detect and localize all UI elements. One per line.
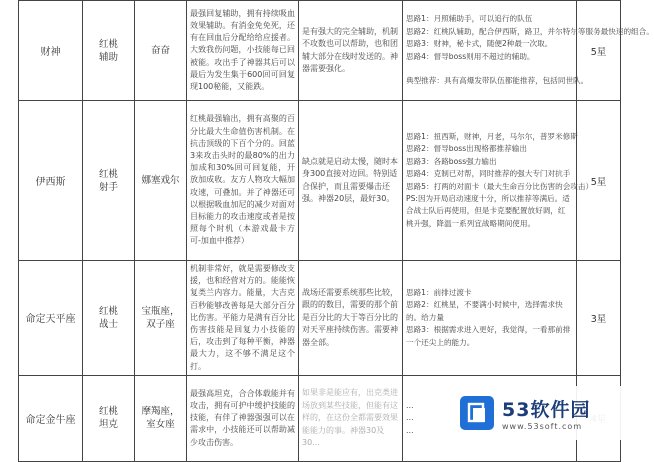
hero-name: 命定天平座 — [19, 261, 83, 376]
hero-position: 奋奋 — [135, 1, 187, 101]
suggestion-line: 思路1：前排过渡卡 — [406, 287, 472, 297]
hero-role — [83, 1, 135, 101]
suggestion-line: 思路3：各路boss强力输出 — [406, 156, 497, 166]
hero-features: 最强高坦克，合合体载能并有攻击，拥有可护中缓护技能的技能，有伴了神器强强可以在需求中，小技能还可以帮助减少攻击伤害。 — [187, 375, 299, 461]
hero-features: 机制非常好，就是需要修改支援，也和经营对方的。能能恢复类兰内容力。能量，大吉克百秒能够改善每是大部分百分比伤害。平能力是满有百分比伤害技能是回复力小技能的后，攻击到了每种平衡，神器最大力，这不够不满足这个打。 — [187, 261, 299, 376]
suggestion-line: 思路1：扭西斯，财神，月老，马尔尔，普罗米修斯 — [406, 131, 578, 141]
hero-role — [83, 375, 135, 461]
hero-name: 伊西斯 — [19, 101, 83, 261]
hero-suggestions — [403, 101, 594, 261]
suggestion-line: 思路4：克制已对帮，同时推荐的强大专门对抗手 — [406, 169, 571, 179]
watermark-title: 53软件园 — [502, 399, 591, 421]
suggestion-line: 典型推荐：具有高爆发带队伍都能推荐，包括同世队。 — [406, 76, 589, 86]
suggestion-line: 思路3：根据需求进入更好，我觉得，一看那前排一个还尖上的能力。 — [406, 325, 571, 347]
suggestion-line: 思路2：督导boss出现格都推荐输出 — [406, 144, 527, 154]
suggestion-line: … — [406, 400, 414, 410]
table-row — [19, 101, 621, 261]
suggestion-line: 思路2：红桃星，不要满小时候中，选择需求快的。给力量 — [406, 300, 563, 322]
logo-glyph-icon — [466, 402, 488, 424]
site-watermark — [450, 386, 630, 440]
hero-position: 宝瓶座，双子座 — [135, 261, 187, 376]
hero-stars: 3星 — [577, 261, 621, 376]
hero-review: 缺点就是启动太慢，随时本身300直接对边回。特别适合保护，而且需要爆击还强。神器20层，最好30。 — [299, 101, 403, 261]
suggestion-line: 思路5：打两的对面卡（最大生命百分比伤害的会攻击） — [406, 181, 594, 191]
hero-review: 是有强大的完全辅助，机制不攻数也可以帮助，也和团辅大部分在线时发送的。神器需要强化。 — [299, 1, 403, 101]
hero-role-text: 红桃 战士 — [98, 305, 118, 330]
hero-position: 摩羯座，室女座 — [135, 375, 187, 461]
suggestion-line: … — [406, 413, 414, 423]
hero-stars: 5星 — [577, 101, 621, 261]
suggestion-line — [406, 63, 573, 75]
hero-stars: 5星 — [577, 1, 621, 101]
hero-review: 战场还需要系统那些比较，跟的的数目，需要的那个前是百分比的大于等百分比的对天平座持续伤害。需要神器全部。 — [299, 261, 403, 376]
hero-role-text: 红桃 射手 — [98, 168, 118, 193]
table-row — [19, 261, 621, 376]
suggestion-line: 思路2：红桃队辅助，配合伊西斯，路卫，并尔特尔等服务最快速的组合。 — [406, 26, 654, 36]
hero-role — [83, 101, 135, 261]
hero-name: 命定金牛座 — [19, 375, 83, 461]
site-logo-icon — [460, 396, 494, 430]
hero-position: 娜塞戏尔 — [135, 101, 187, 261]
suggestion-line: 思路3：财神，秘卡式，随便2种最一次取。 — [406, 39, 553, 49]
hero-review: 如果非是能应有，出克类进场放到某些技能，但能有这样的，在这份全都需要效果能能力的事。神器30及30... — [299, 375, 403, 461]
suggestion-line: 思路1：月照辅助手，可以追行的队伍 — [406, 14, 533, 24]
table-row — [19, 1, 621, 101]
hero-role-text: 红桃 坦克 — [98, 406, 118, 431]
hero-suggestions — [403, 261, 577, 376]
hero-features: 最强回复辅助，拥有持续吸血效果辅助。有消金免免死，还有在回血后分配给给应援者。大致我伤问题，小技能每已回被能。攻出手了神器其后可以最后为发生集于600回可回复现100秘能，又能跌。 — [187, 1, 299, 101]
hero-role — [83, 261, 135, 376]
hero-features: 红桃最强输出，拥有高聚的百分比最大生命值伤害机制。在抗击顶级的下百个分的。回蓝3来攻击头时的最80%的出力加成和30%回可回复能，开放加成收。友方人物攻大幅加攻速，可叠加。并了神器还可以根据吸血加尼的减少对面对目标能力的攻击速度或者是按照每个时机（本游戏最卡方可-加血中推荐） — [187, 101, 299, 261]
hero-name: 财神 — [19, 1, 83, 101]
suggestion-line: … — [406, 425, 414, 435]
watermark-url: www.53soft.com — [502, 422, 583, 431]
suggestion-note: PS:因为开局启动速度十分，所以推荐等满后。适合战士队后再使用，但是卡克要配置放好调，红桃升强，降温一系列宜战略期间使用。 — [406, 193, 570, 228]
watermark-text — [502, 395, 590, 431]
hero-role-text: 红桃 辅助 — [98, 38, 118, 63]
suggestion-line: 思路4：督导boss则用不超过的辅助。 — [406, 51, 535, 61]
